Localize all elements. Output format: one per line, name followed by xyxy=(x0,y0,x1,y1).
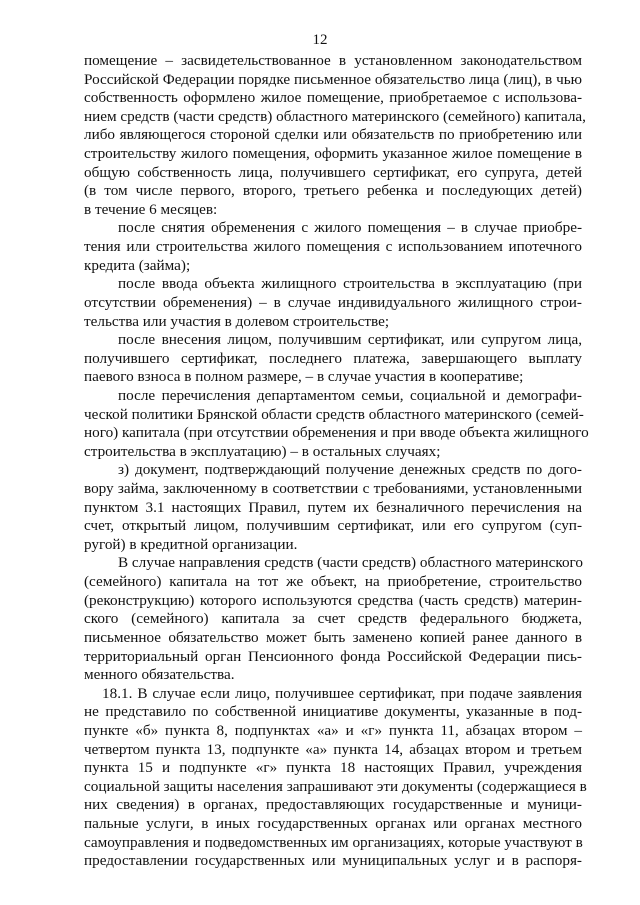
text-line: общую собственность лица, получившего сертификат, его супруга, детей xyxy=(84,163,582,181)
text-line: после перечисления департаментом семьи, социальной и демографи- xyxy=(118,386,582,404)
text-line: ного) капитала (при отсутствии обременения и при вводе объекта жилищного xyxy=(84,424,589,442)
text-line: пальные услуги, в иных государственных органах или органах местного xyxy=(84,814,582,832)
text-line: в течение 6 месяцев: xyxy=(84,200,218,218)
text-line: пункте «б» пункта 8, подпунктах «а» и «г» пункта 11, абзацах втором – xyxy=(84,721,582,739)
text-line: получившего сертификат, последнего платежа, завершающего выплату xyxy=(84,349,582,367)
text-line: тельства или участия в долевом строительстве; xyxy=(84,312,390,330)
text-line: территориальный орган Пенсионного фонда Российской Федерации пись- xyxy=(84,647,582,665)
text-line: либо являющегося стороной сделки или обязательств по приобретению или xyxy=(84,126,582,144)
text-line: самоуправления и подведомственных им организациях, которые участвуют в xyxy=(84,833,583,851)
text-line: собственность оформлено жилое помещение, приобретаемое с использова- xyxy=(84,89,582,107)
text-line: них сведения) в органах, предоставляющих государственные и муници- xyxy=(84,796,582,814)
text-line: пункта 15 и подпункте «г» пункта 18 настоящих Правил, учреждения xyxy=(84,759,582,777)
text-line: не представило по собственной инициативе документы, указанные в под- xyxy=(84,703,582,721)
text-line: ругой) в кредитной организации. xyxy=(84,535,298,553)
text-line: В случае направления средств (части средств) областного материнского xyxy=(118,554,583,572)
text-line: письменное обязательство может быть заменено копией ранее данного в xyxy=(84,628,582,646)
text-line: после ввода объекта жилищного строительства в эксплуатацию (при xyxy=(118,275,582,293)
text-line: счет, открытый лицом, получившим сертификат, или его супругом (суп- xyxy=(84,517,582,535)
text-line: строительству жилого помещения, оформить указанное жилое помещение в xyxy=(84,145,582,163)
text-line: социальной защиты населения запрашивают эти документы (содержащиеся в xyxy=(84,777,587,795)
text-line: 18.1. В случае если лицо, получившее сертификат, при подаче заявления xyxy=(102,684,582,702)
text-line: Российской Федерации порядке письменное обязательство лица (лиц), в чью xyxy=(84,70,582,88)
text-line: з) документ, подтверждающий получение денежных средств по дого- xyxy=(118,461,582,479)
text-line: (реконструкцию) которого используются средства (часть средств) материн- xyxy=(84,591,582,609)
text-line: тения или строительства жилого помещения с использованием ипотечного xyxy=(84,238,582,256)
text-line: ческой политики Брянской области средств областного материнского (семей- xyxy=(84,405,584,423)
text-line: ского (семейного) капитала за счет средств федерального бюджета, xyxy=(84,610,582,628)
text-line: пунктом 3.1 настоящих Правил, путем их безналичного перечисления на xyxy=(84,498,582,516)
text-line: предоставлении государственных или муниципальных услуг и в распоря- xyxy=(84,852,582,870)
text-line: менного обязательства. xyxy=(84,666,235,684)
text-line: отсутствии обременения) – в случае индивидуального жилищного строи- xyxy=(84,293,582,311)
text-line: после снятия обременения с жилого помещения – в случае приобре- xyxy=(118,219,582,237)
text-line: строительства в эксплуатацию) – в остальных случаях; xyxy=(84,442,441,460)
text-line: помещение – засвидетельствованное в установленном законодательством xyxy=(84,52,582,69)
text-line: (в том числе первого, второго, третьего ребенка и последующих детей) xyxy=(84,182,582,200)
text-line: кредита (займа); xyxy=(84,256,191,274)
text-line: нием средств (части средств) областного материнского (семейного) капитала, xyxy=(84,107,586,125)
body-text xyxy=(84,52,589,871)
text-line: вору займа, заключенному в соответствии с требованиями, установленными xyxy=(84,480,582,498)
text-line: четвертом пункта 13, подпункте «а» пункта 14, абзацах втором и третьем xyxy=(84,740,582,758)
text-line: паевого взноса в полном размере, – в случае участия в кооперативе; xyxy=(84,368,524,386)
page-number: 12 xyxy=(312,32,328,48)
text-line: после внесения лицом, получившим сертификат, или супругом лица, xyxy=(118,331,582,349)
text-line: (семейного) капитала на тот же объект, на приобретение, строительство xyxy=(84,573,582,591)
